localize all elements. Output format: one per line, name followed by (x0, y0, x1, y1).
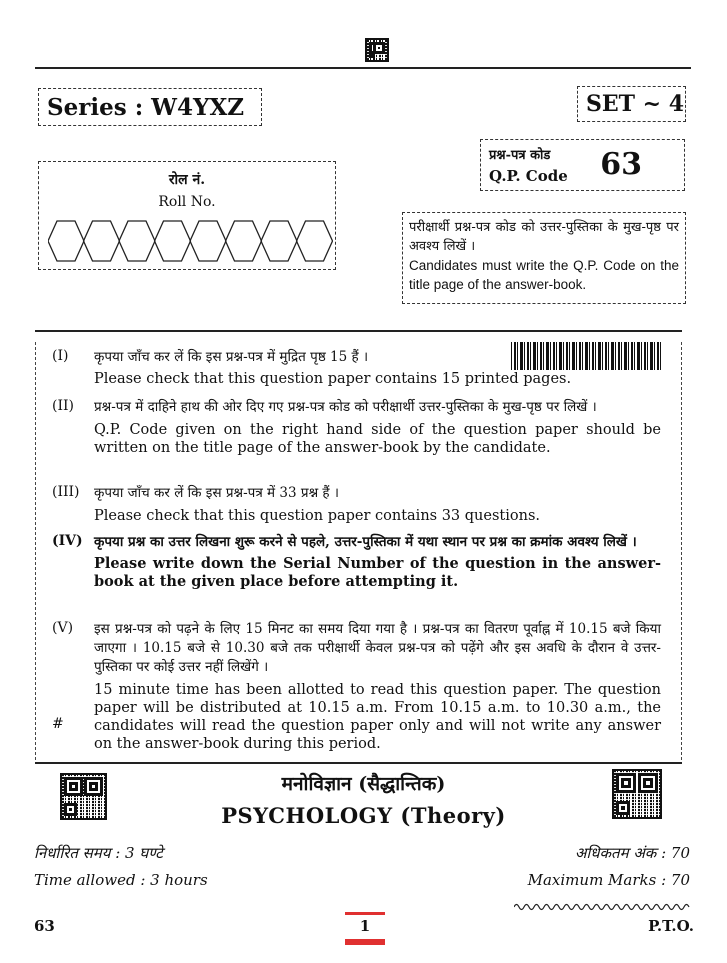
instruction-hindi: कृपया जाँच कर लें कि इस प्रश्न-पत्र में मुद्रित पृष्ठ 15 हैं । (94, 349, 369, 365)
qp-code-label-hindi: प्रश्न-पत्र कोड (489, 148, 551, 163)
page-bar-bottom (345, 939, 385, 945)
subject-english: PSYCHOLOGY (Theory) (221, 803, 506, 828)
instructions-top-rule (35, 330, 682, 332)
instruction-number: (V) (52, 620, 74, 636)
qp-code-label-english: Q.P. Code (489, 167, 568, 185)
note-english: Candidates must write the Q.P. Code on the title page of the answer-book. (409, 258, 679, 292)
instruction-number: (II) (52, 398, 74, 414)
set-label: SET ~ 4 (586, 91, 685, 117)
marks-hindi: अधिकतम अंक : 70 (574, 844, 690, 862)
candidate-note-box (402, 212, 686, 304)
roll-cell (261, 221, 297, 261)
roll-cell (155, 221, 191, 261)
marks-english: Maximum Marks : 70 (527, 871, 690, 889)
roll-cell (297, 221, 333, 261)
roll-number-cells[interactable] (48, 217, 333, 265)
roll-cell (190, 221, 226, 261)
time-english: Time allowed : 3 hours (34, 871, 208, 889)
instruction-english: Please check that this question paper contains 15 printed pages. (94, 371, 572, 387)
series-label: Series : W4YXZ (47, 94, 245, 121)
instruction-number: (IV) (52, 533, 83, 549)
top-rule (35, 67, 691, 69)
roll-number-box (38, 161, 336, 270)
instruction-number: (III) (52, 484, 80, 500)
instruction-hindi: इस प्रश्न-पत्र को पढ़ने के लिए 15 मिनट का समय दिया गया है । प्रश्न-पत्र का वितरण पूर्वाह्न में 10.15 बजे किया जाएगा । 10.15 बजे से 10.30 बजे तक परीक्षार्थी केवल प्रश्न-पत्र को पढ़ेंगे और इस अवधि के दौरान वे उत्तर-पुस्तिका पर कोई उत्तर नहीं लिखेंगे । (94, 621, 661, 675)
roll-label-hindi: रोल नं. (168, 172, 206, 188)
set-box (577, 86, 686, 122)
instruction-english: Please check that this question paper contains 33 questions. (94, 508, 540, 524)
roll-cell (119, 221, 155, 261)
instruction-hindi: कृपया प्रश्न का उत्तर लिखना शुरू करने से पहले, उत्तर-पुस्तिका में यथा स्थान पर प्रश्न का क्रमांक अवश्य लिखें । (94, 534, 637, 550)
barcode (511, 342, 661, 370)
instruction-hindi: कृपया जाँच कर लें कि इस प्रश्न-पत्र में 33 प्रश्न हैं । (94, 485, 339, 501)
page-bar-top (345, 912, 385, 915)
instructions-block (35, 342, 682, 760)
roll-label-english: Roll No. (158, 194, 216, 210)
instruction-hindi: प्रश्न-पत्र में दाहिने हाथ की ओर दिए गए प्रश्न-पत्र कोड को परीक्षार्थी उत्तर-पुस्तिका के मुख-पृष्ठ पर लिखें । (94, 399, 597, 415)
qp-code-box (480, 139, 685, 191)
instruction-english: 15 minute time has been allotted to read this question paper. The question paper will be distributed at 10.15 a.m. From 10.15 a.m. to 10.30 a.m., the candidates will read the question paper only and will not write any answer on the answer-book during this period. (94, 682, 661, 752)
series-box (38, 88, 262, 126)
instruction-english: Please write down the Serial Number of the question in the answer-book at the given place before attempting it. (94, 555, 661, 590)
roll-cell (48, 221, 84, 261)
subject-hindi: मनोविज्ञान (सैद्धान्तिक) (281, 773, 446, 795)
wavy-line (514, 902, 692, 912)
instruction-number: (I) (52, 348, 69, 364)
qp-code-value: 63 (600, 147, 642, 182)
roll-cell (84, 221, 120, 261)
footer-qp-code: 63 (34, 917, 55, 935)
instruction-english: Q.P. Code given on the right hand side of the question paper should be written on the title page of the answer-book by the candidate. (94, 422, 661, 456)
pto-label: P.T.O. (648, 917, 694, 935)
top-qr-code (365, 38, 389, 62)
roll-cell (226, 221, 262, 261)
page-number: 1 (359, 917, 371, 935)
hash-mark: # (52, 716, 64, 732)
note-hindi: परीक्षार्थी प्रश्न-पत्र कोड को उत्तर-पुस्तिका के मुख-पृष्ठ पर अवश्य लिखें । (409, 220, 679, 254)
time-hindi: निर्धारित समय : 3 घण्टे (34, 844, 163, 862)
instructions-bottom-rule (35, 762, 682, 764)
